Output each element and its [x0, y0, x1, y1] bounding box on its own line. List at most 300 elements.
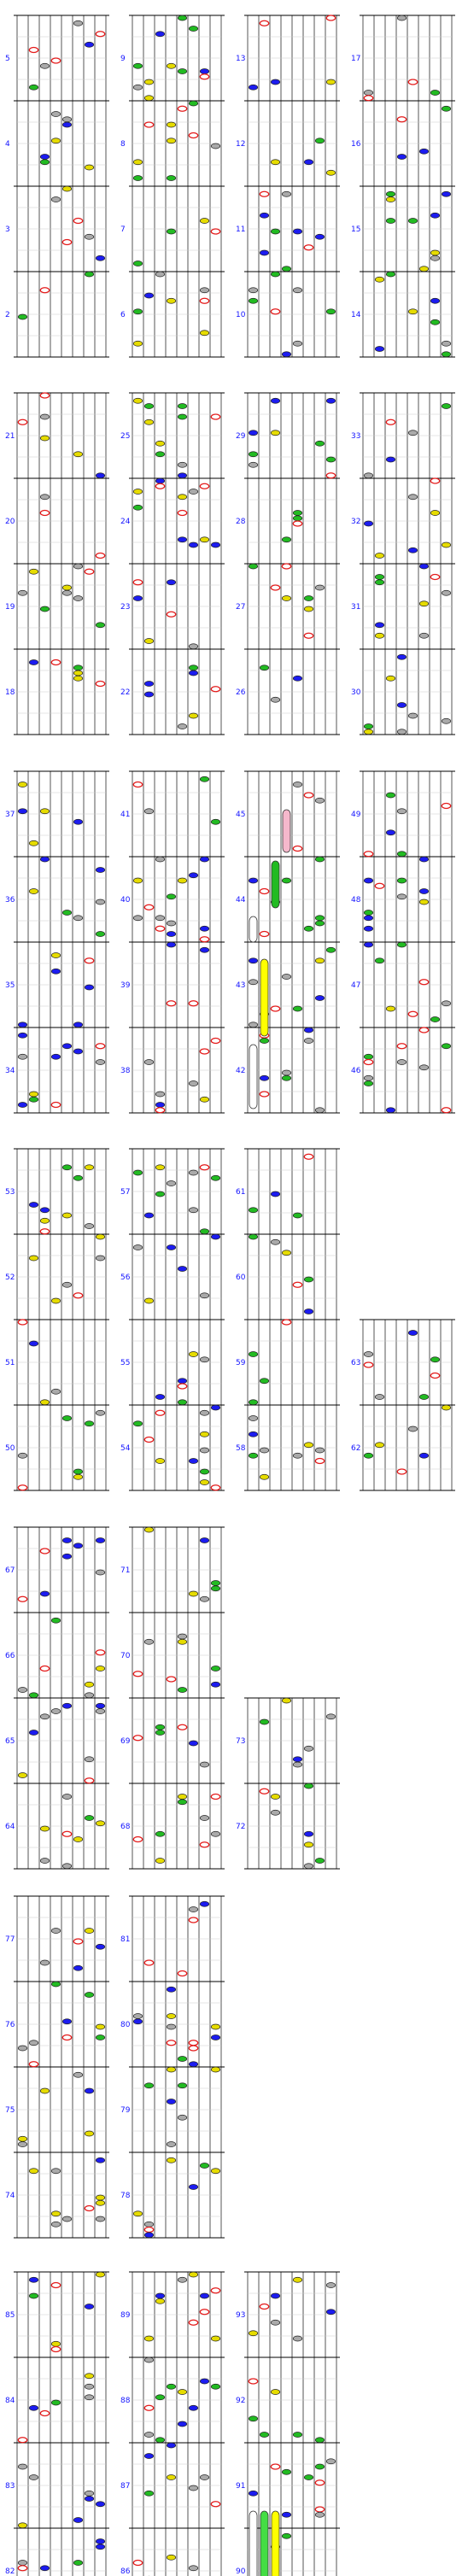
- note-blue: [133, 2019, 142, 2024]
- note-blue: [189, 2062, 197, 2067]
- note-blue: [144, 692, 153, 697]
- note-red: [51, 58, 60, 63]
- note-yellow: [167, 122, 175, 127]
- note-gray: [18, 1453, 26, 1458]
- note-green: [29, 1693, 38, 1698]
- measure-number: 44: [236, 896, 246, 905]
- measure-number: 30: [351, 688, 361, 697]
- note-green: [29, 2293, 38, 2298]
- note-yellow: [200, 1097, 208, 1102]
- note-red: [211, 687, 219, 692]
- note-gray: [200, 1357, 208, 1362]
- note-green: [442, 404, 450, 409]
- note-green: [364, 1054, 372, 1059]
- measure-number: 12: [236, 140, 246, 149]
- note-gray: [282, 191, 290, 196]
- measure-number: 37: [5, 811, 15, 819]
- note-green: [178, 404, 186, 409]
- measure-number: 48: [351, 896, 361, 905]
- note-green: [419, 1395, 428, 1400]
- note-green: [315, 2438, 324, 2443]
- note-blue: [326, 398, 335, 403]
- note-gray: [40, 414, 49, 419]
- note-yellow: [18, 2136, 26, 2141]
- note-green: [249, 298, 257, 303]
- note-blue: [167, 580, 175, 585]
- chart-block: [351, 1320, 455, 1490]
- note-blue: [200, 2293, 208, 2298]
- note-green: [133, 1170, 142, 1175]
- measure-number: 64: [5, 1823, 15, 1831]
- note-yellow: [155, 1459, 164, 1464]
- note-gray: [397, 15, 406, 20]
- note-yellow: [189, 1591, 197, 1596]
- note-gray: [189, 2566, 197, 2571]
- note-yellow: [144, 96, 153, 101]
- chart-block: [120, 1149, 225, 1490]
- note-green: [144, 2491, 153, 2496]
- note-green: [271, 229, 279, 234]
- note-red: [178, 106, 186, 111]
- chart-block: [5, 393, 109, 735]
- note-blue: [144, 293, 153, 298]
- measure-number: 8: [120, 140, 126, 149]
- note-gray: [167, 921, 175, 926]
- note-blue: [96, 473, 104, 478]
- note-blue: [386, 1108, 395, 1113]
- note-red: [200, 1842, 208, 1847]
- note-blue: [96, 2502, 104, 2507]
- note-red: [200, 298, 208, 303]
- note-yellow: [167, 2475, 175, 2480]
- note-yellow: [386, 1006, 395, 1011]
- measure-number: 19: [5, 603, 15, 612]
- note-gray: [167, 2142, 175, 2147]
- note-green: [249, 564, 257, 569]
- note-red: [189, 1917, 197, 1923]
- note-green: [271, 272, 279, 277]
- note-red: [442, 1108, 450, 1113]
- note-red: [364, 1060, 372, 1065]
- note-blue: [293, 229, 301, 234]
- note-green: [375, 575, 383, 580]
- note-gray: [397, 729, 406, 735]
- note-green: [364, 1453, 372, 1458]
- note-gray: [293, 341, 301, 346]
- note-gray: [408, 1426, 417, 1431]
- note-yellow: [211, 2067, 219, 2072]
- note-green: [249, 1208, 257, 1213]
- note-red: [167, 2040, 175, 2046]
- note-blue: [211, 1405, 219, 1410]
- measure-number: 29: [236, 432, 246, 441]
- note-red: [326, 15, 335, 20]
- note-gray: [419, 633, 428, 638]
- note-red: [144, 122, 153, 127]
- note-blue: [200, 69, 208, 74]
- note-red: [144, 1960, 153, 1965]
- note-blue: [271, 1191, 279, 1197]
- note-green: [155, 1730, 164, 1736]
- measure-number: 89: [120, 2311, 131, 2320]
- note-gray: [62, 1282, 71, 1287]
- note-gray: [40, 495, 49, 500]
- note-gray: [133, 1245, 142, 1250]
- note-gray: [293, 1762, 301, 1767]
- note-red: [96, 682, 104, 687]
- note-gray: [51, 2222, 60, 2227]
- hold-note: [249, 916, 257, 942]
- note-blue: [96, 1538, 104, 1543]
- note-green: [96, 623, 104, 628]
- note-yellow: [96, 1234, 104, 1239]
- note-red: [364, 96, 372, 101]
- note-red: [386, 419, 395, 424]
- note-gray: [96, 1256, 104, 1261]
- note-gray: [96, 2216, 104, 2222]
- note-blue: [282, 352, 290, 357]
- note-blue: [375, 623, 383, 628]
- chart-block: [120, 1527, 225, 1869]
- hold-note: [249, 1045, 257, 1109]
- note-gray: [62, 1794, 71, 1800]
- note-gray: [178, 2277, 186, 2282]
- note-gray: [51, 2169, 60, 2174]
- note-green: [315, 916, 324, 921]
- note-yellow: [73, 1474, 82, 1479]
- note-yellow: [133, 160, 142, 165]
- chart-block: [351, 393, 455, 735]
- note-blue: [211, 1234, 219, 1239]
- measure-number: 74: [5, 2192, 15, 2200]
- note-blue: [315, 234, 324, 239]
- note-yellow: [144, 1527, 153, 1532]
- note-green: [293, 516, 301, 521]
- note-gray: [85, 1224, 93, 1229]
- note-gray: [62, 590, 71, 595]
- note-blue: [40, 1591, 49, 1596]
- note-green: [155, 1191, 164, 1197]
- note-blue: [144, 2233, 153, 2238]
- measure-number: 50: [5, 1444, 15, 1453]
- measure-number: 61: [236, 1188, 246, 1197]
- note-yellow: [96, 2272, 104, 2277]
- chart-block: [236, 1698, 340, 1869]
- measure-number: 42: [236, 1067, 246, 1075]
- note-green: [133, 505, 142, 510]
- chart-block: [120, 1896, 225, 2238]
- measure-number: 20: [5, 518, 15, 526]
- note-green: [178, 2057, 186, 2062]
- note-yellow: [293, 2277, 301, 2282]
- measure-number: 32: [351, 518, 361, 526]
- measure-number: 70: [120, 1652, 131, 1660]
- note-red: [133, 1736, 142, 1741]
- measure-number: 85: [5, 2311, 15, 2320]
- note-yellow: [62, 585, 71, 590]
- note-blue: [200, 2379, 208, 2384]
- note-red: [189, 1001, 197, 1006]
- note-red: [211, 414, 219, 419]
- note-gray: [40, 1960, 49, 1965]
- note-blue: [189, 2185, 197, 2190]
- note-blue: [73, 1022, 82, 1027]
- note-green: [62, 1165, 71, 1170]
- note-blue: [62, 1554, 71, 1559]
- note-green: [304, 1783, 313, 1789]
- note-yellow: [200, 331, 208, 336]
- note-blue: [364, 878, 372, 883]
- note-blue: [96, 868, 104, 873]
- note-gray: [200, 2475, 208, 2480]
- note-blue: [167, 942, 175, 947]
- measure-number: 5: [5, 55, 10, 63]
- note-red: [167, 612, 175, 617]
- measure-number: 75: [5, 2106, 15, 2115]
- note-red: [260, 191, 268, 196]
- measure-number: 56: [120, 1273, 131, 1282]
- measure-number: 6: [120, 311, 126, 319]
- note-blue: [364, 942, 372, 947]
- note-gray: [293, 288, 301, 293]
- note-gray: [155, 272, 164, 277]
- chart-block: [5, 1896, 109, 2238]
- note-yellow: [364, 729, 372, 735]
- note-blue: [155, 1103, 164, 1108]
- note-gray: [189, 489, 197, 495]
- measure-number: 31: [351, 603, 361, 612]
- measure-number: 82: [5, 2567, 15, 2576]
- note-blue: [189, 1741, 197, 1746]
- note-blue: [249, 430, 257, 436]
- note-gray: [96, 1709, 104, 1714]
- note-green: [200, 1469, 208, 1474]
- note-red: [211, 1794, 219, 1800]
- note-gray: [51, 1389, 60, 1394]
- note-gray: [96, 1410, 104, 1415]
- note-red: [85, 569, 93, 574]
- measure-number: 88: [120, 2397, 131, 2405]
- note-yellow: [375, 633, 383, 638]
- note-yellow: [375, 277, 383, 282]
- note-yellow: [85, 2131, 93, 2136]
- note-green: [326, 457, 335, 462]
- note-green: [200, 1229, 208, 1234]
- note-yellow: [178, 2390, 186, 2395]
- note-blue: [178, 1267, 186, 1272]
- note-yellow: [40, 1218, 49, 1223]
- note-yellow: [315, 958, 324, 963]
- note-yellow: [85, 1929, 93, 1934]
- note-gray: [51, 112, 60, 117]
- note-green: [364, 724, 372, 729]
- note-green: [85, 272, 93, 277]
- note-blue: [249, 878, 257, 883]
- note-blue: [249, 2491, 257, 2496]
- note-gray: [167, 1181, 175, 1186]
- note-yellow: [375, 1443, 383, 1448]
- note-red: [73, 1293, 82, 1298]
- note-red: [133, 580, 142, 585]
- note-yellow: [51, 2211, 60, 2216]
- note-green: [189, 26, 197, 32]
- note-yellow: [144, 419, 153, 424]
- note-red: [155, 1410, 164, 1415]
- note-yellow: [249, 2331, 257, 2336]
- note-red: [375, 883, 383, 888]
- note-yellow: [178, 495, 186, 500]
- note-gray: [189, 1907, 197, 1912]
- note-blue: [29, 1730, 38, 1736]
- note-green: [249, 1234, 257, 1239]
- note-yellow: [326, 170, 335, 175]
- note-green: [155, 1724, 164, 1730]
- note-blue: [85, 2088, 93, 2093]
- note-yellow: [51, 953, 60, 958]
- note-blue: [282, 2512, 290, 2517]
- note-gray: [293, 782, 301, 787]
- note-green: [73, 1175, 82, 1180]
- note-green: [96, 932, 104, 937]
- measure-number: 2: [5, 311, 10, 319]
- note-gray: [18, 2046, 26, 2051]
- note-gray: [200, 1293, 208, 1298]
- measure-number: 63: [351, 1359, 361, 1367]
- note-red: [249, 2379, 257, 2384]
- note-red: [189, 133, 197, 138]
- note-blue: [326, 2310, 335, 2315]
- note-red: [144, 2228, 153, 2233]
- note-red: [304, 1154, 313, 1159]
- note-yellow: [419, 266, 428, 272]
- note-red: [260, 2304, 268, 2310]
- note-green: [178, 15, 186, 20]
- note-blue: [293, 676, 301, 681]
- note-green: [133, 261, 142, 266]
- note-gray: [62, 117, 71, 122]
- note-yellow: [430, 511, 439, 516]
- note-red: [397, 117, 406, 122]
- measure-number: 49: [351, 811, 361, 819]
- note-blue: [249, 1431, 257, 1437]
- measure-number: 33: [351, 432, 361, 441]
- note-yellow: [200, 1431, 208, 1437]
- note-red: [29, 48, 38, 53]
- note-gray: [133, 2014, 142, 2019]
- note-yellow: [282, 1250, 290, 1256]
- measure-number: 40: [120, 896, 131, 905]
- note-blue: [189, 542, 197, 547]
- note-green: [386, 272, 395, 277]
- measure-number: 28: [236, 518, 246, 526]
- note-gray: [200, 288, 208, 293]
- note-green: [430, 319, 439, 325]
- note-yellow: [51, 2341, 60, 2346]
- note-green: [260, 2433, 268, 2438]
- note-green: [249, 1352, 257, 1357]
- note-gray: [29, 2475, 38, 2480]
- note-blue: [442, 191, 450, 196]
- measure-number: 77: [5, 1935, 15, 1944]
- note-yellow: [51, 1298, 60, 1303]
- note-blue: [178, 2421, 186, 2427]
- note-yellow: [96, 1821, 104, 1826]
- measure-number: 90: [236, 2567, 246, 2576]
- note-yellow: [167, 298, 175, 303]
- note-blue: [408, 547, 417, 553]
- note-green: [96, 2035, 104, 2040]
- note-green: [133, 1421, 142, 1426]
- note-green: [386, 191, 395, 196]
- note-blue: [397, 654, 406, 659]
- note-red: [397, 1469, 406, 1474]
- note-red: [62, 240, 71, 245]
- note-green: [249, 1400, 257, 1405]
- note-yellow: [211, 2169, 219, 2174]
- note-green: [211, 819, 219, 824]
- note-yellow: [155, 441, 164, 446]
- note-blue: [419, 857, 428, 862]
- note-red: [211, 2288, 219, 2293]
- note-blue: [189, 2405, 197, 2410]
- note-yellow: [200, 219, 208, 224]
- note-blue: [408, 1331, 417, 1336]
- note-red: [326, 473, 335, 478]
- note-yellow: [189, 1352, 197, 1357]
- note-yellow: [386, 197, 395, 202]
- note-green: [249, 2416, 257, 2421]
- note-blue: [249, 85, 257, 90]
- note-red: [133, 1837, 142, 1842]
- note-blue: [62, 1703, 71, 1708]
- measure-number: 27: [236, 603, 246, 612]
- note-red: [178, 1971, 186, 1976]
- measure-number: 78: [120, 2192, 131, 2200]
- note-red: [282, 1320, 290, 1325]
- note-blue: [29, 2277, 38, 2282]
- measure-number: 43: [236, 981, 246, 990]
- note-red: [133, 2561, 142, 2566]
- note-green: [40, 160, 49, 165]
- note-red: [260, 20, 268, 26]
- note-red: [51, 660, 60, 665]
- note-yellow: [167, 2555, 175, 2560]
- note-yellow: [85, 1165, 93, 1170]
- measure-number: 51: [5, 1359, 15, 1367]
- note-green: [293, 1006, 301, 1011]
- note-green: [260, 1379, 268, 1384]
- note-green: [51, 2400, 60, 2405]
- measure-number: 46: [351, 1067, 361, 1075]
- note-gray: [200, 1816, 208, 1821]
- note-yellow: [133, 489, 142, 495]
- note-red: [18, 1320, 26, 1325]
- note-green: [364, 910, 372, 916]
- note-gray: [73, 2072, 82, 2077]
- note-blue: [85, 2304, 93, 2310]
- note-blue: [200, 1538, 208, 1543]
- note-gray: [73, 564, 82, 569]
- note-green: [167, 2384, 175, 2389]
- note-blue: [200, 926, 208, 931]
- note-green: [40, 606, 49, 612]
- note-gray: [155, 916, 164, 921]
- note-blue: [167, 932, 175, 937]
- note-red: [167, 1677, 175, 1682]
- note-yellow: [133, 878, 142, 883]
- chart-block: [5, 2272, 109, 2576]
- chart-block: [120, 771, 225, 1113]
